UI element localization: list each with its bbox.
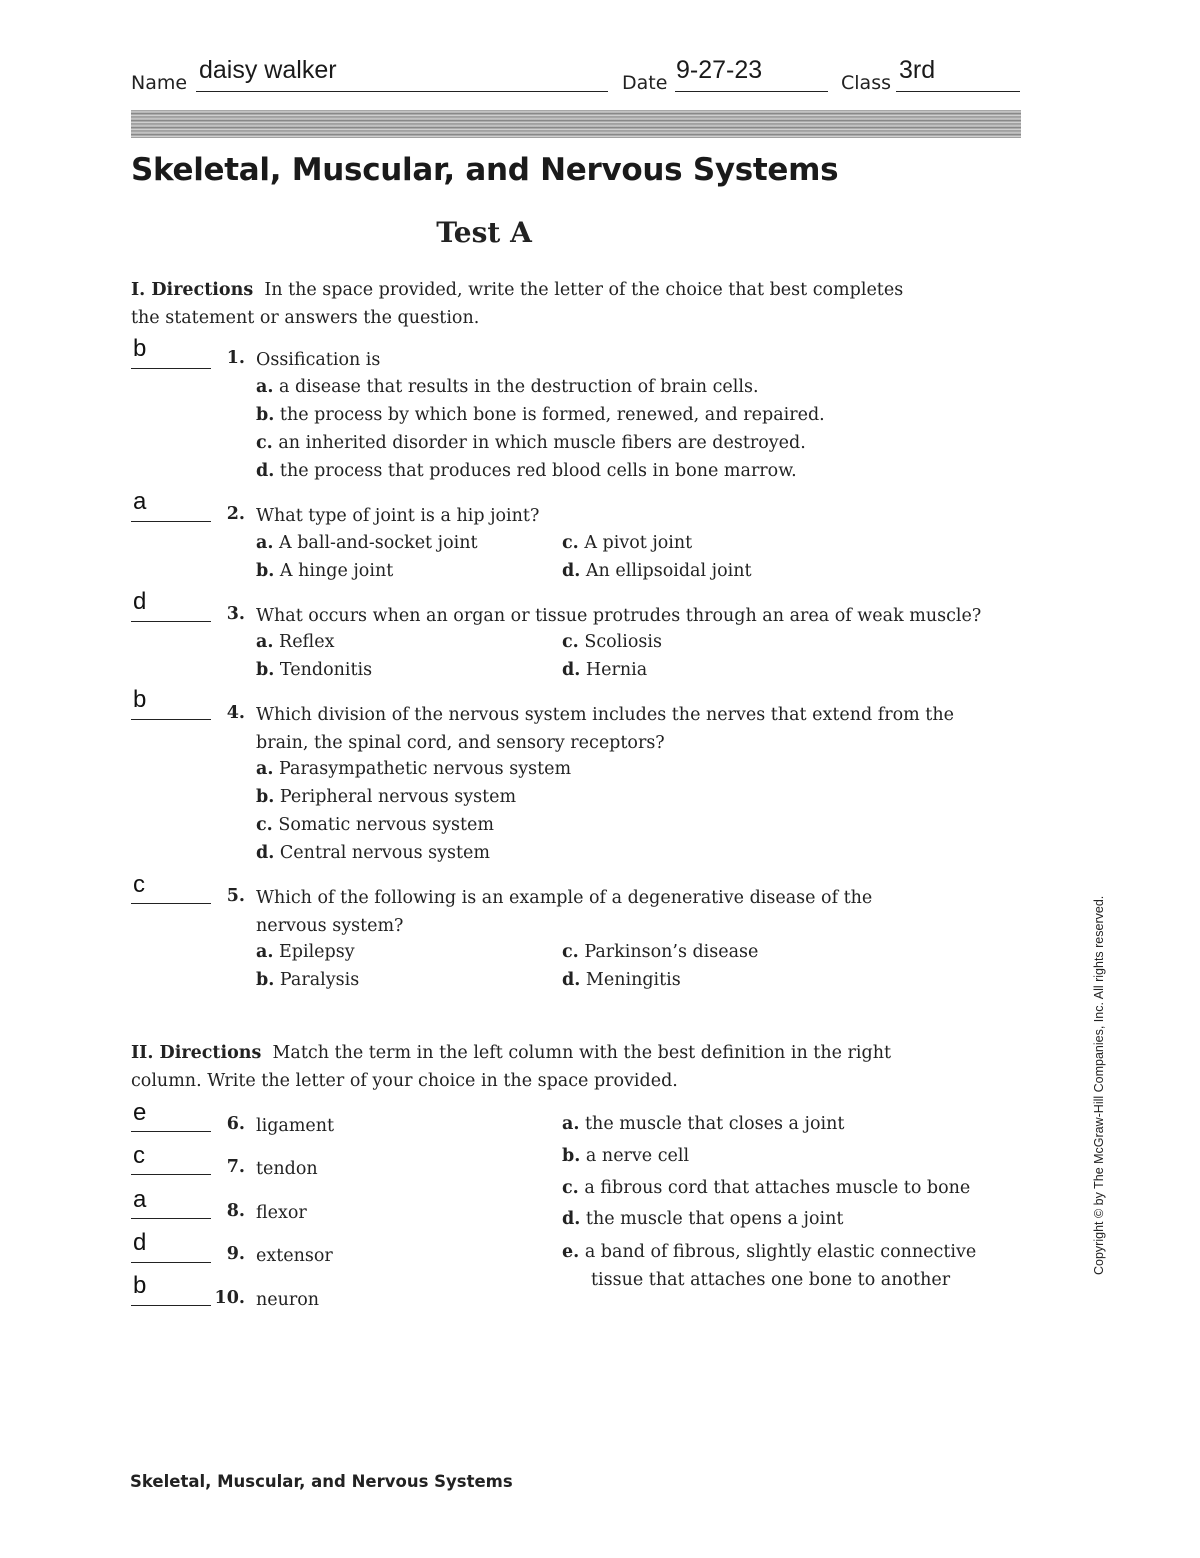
section1-directions [131,276,921,332]
section2-heading: II. Directions [131,1043,262,1063]
answer-8[interactable]: a [133,1186,147,1213]
section1-heading: I. Directions [131,280,254,300]
answer-2[interactable]: a [133,488,147,515]
option-d: d. Central nervous system [256,843,490,863]
answer-line-8 [131,1218,211,1219]
term-tendon: tendon [256,1159,318,1179]
answer-line-1 [131,368,211,369]
answer-line-10 [131,1305,211,1306]
option-c: c. Somatic nervous system [256,815,494,835]
option-b: b. Peripheral nervous system [256,787,517,807]
answer-6[interactable]: e [133,1099,147,1126]
option-b: b. Tendonitis [256,660,373,680]
question-number: 4. [226,703,245,723]
option-a: a. Parasympathetic nervous system [256,759,572,779]
question-number: 1. [226,348,245,368]
term-extensor: extensor [256,1246,333,1266]
question-text: What type of joint is a hip joint? [256,506,540,526]
answer-line-2 [131,521,211,522]
option-d: d. Meningitis [562,970,681,990]
answer-line-9 [131,1262,211,1263]
copyright-notice: Copyright © by The McGraw-Hill Companies, Inc. All rights reserved. [1092,895,1106,1275]
page-footer: Skeletal, Muscular, and Nervous Systems [130,1472,513,1491]
question-number: 2. [226,504,245,524]
definition-c: c. a fibrous cord that attaches muscle to bone [562,1178,971,1198]
term-number: 6. [226,1114,245,1134]
question-text: Which of the following is an example of a degenerative disease of the [256,888,873,908]
answer-1[interactable]: b [133,335,147,362]
option-c: c. an inherited disorder in which muscle fibers are destroyed. [256,433,806,453]
name-field[interactable]: daisy walker [199,56,337,84]
section2-text: Match the term in the left column with the best definition in the right column. Write the letter of your choice in the space provided. [131,1043,891,1091]
answer-line-5 [131,903,211,904]
term-ligament: ligament [256,1116,335,1136]
option-d: d. the process that produces red blood cells in bone marrow. [256,461,797,481]
class-label: Class [841,72,891,94]
answer-line-4 [131,719,211,720]
term-number: 9. [226,1244,245,1264]
term-neuron: neuron [256,1290,320,1310]
answer-10[interactable]: b [133,1272,147,1299]
name-label: Name [131,72,188,94]
definition-e: e. a band of fibrous, slightly elastic connective [562,1242,977,1262]
date-field[interactable]: 9-27-23 [676,56,763,84]
option-c: c. Scoliosis [562,632,662,652]
section1-text: In the space provided, write the letter of the choice that best completes the statement or answers the question. [131,280,904,328]
option-b: b. the process by which bone is formed, renewed, and repaired. [256,405,825,425]
option-b: b. Paralysis [256,970,360,990]
answer-3[interactable]: d [133,588,147,615]
answer-line-7 [131,1174,211,1175]
answer-5[interactable]: c [133,871,145,898]
class-line [896,91,1020,92]
term-number: 7. [226,1157,245,1177]
option-c: c. Parkinson’s disease [562,942,759,962]
option-a: a. Reflex [256,632,335,652]
option-a: a. Epilepsy [256,942,355,962]
term-number: 8. [226,1201,245,1221]
option-a: a. A ball-and-socket joint [256,533,478,553]
question-text: Ossification is [256,350,381,370]
question-text: What occurs when an organ or tissue protrudes through an area of weak muscle? [256,606,982,626]
definition-b: b. a nerve cell [562,1146,690,1166]
term-flexor: flexor [256,1203,307,1223]
definition-d: d. the muscle that opens a joint [562,1209,844,1229]
decorative-rule [131,110,1021,138]
definition-a: a. the muscle that closes a joint [562,1114,845,1134]
class-field[interactable]: 3rd [899,56,936,84]
option-b: b. A hinge joint [256,561,394,581]
question-text-cont: nervous system? [256,916,404,936]
question-number: 3. [226,604,245,624]
answer-line-3 [131,621,211,622]
answer-4[interactable]: b [133,686,147,713]
option-c: c. A pivot joint [562,533,693,553]
option-a: a. a disease that results in the destruction of brain cells. [256,377,759,397]
question-number: 5. [226,886,245,906]
option-d: d. Hernia [562,660,648,680]
name-line [196,91,608,92]
answer-7[interactable]: c [133,1142,145,1169]
option-d: d. An ellipsoidal joint [562,561,752,581]
test-subtitle: Test A [436,216,532,249]
section2-directions [131,1039,921,1095]
date-label: Date [622,72,668,94]
definition-e-cont: tissue that attaches one bone to another [591,1270,951,1290]
term-number: 10. [214,1288,245,1308]
question-text-cont: brain, the spinal cord, and sensory receptors? [256,733,665,753]
date-line [675,91,828,92]
question-text: Which division of the nervous system includes the nerves that extend from the [256,705,954,725]
answer-9[interactable]: d [133,1229,147,1256]
answer-line-6 [131,1131,211,1132]
page-title: Skeletal, Muscular, and Nervous Systems [131,152,839,188]
